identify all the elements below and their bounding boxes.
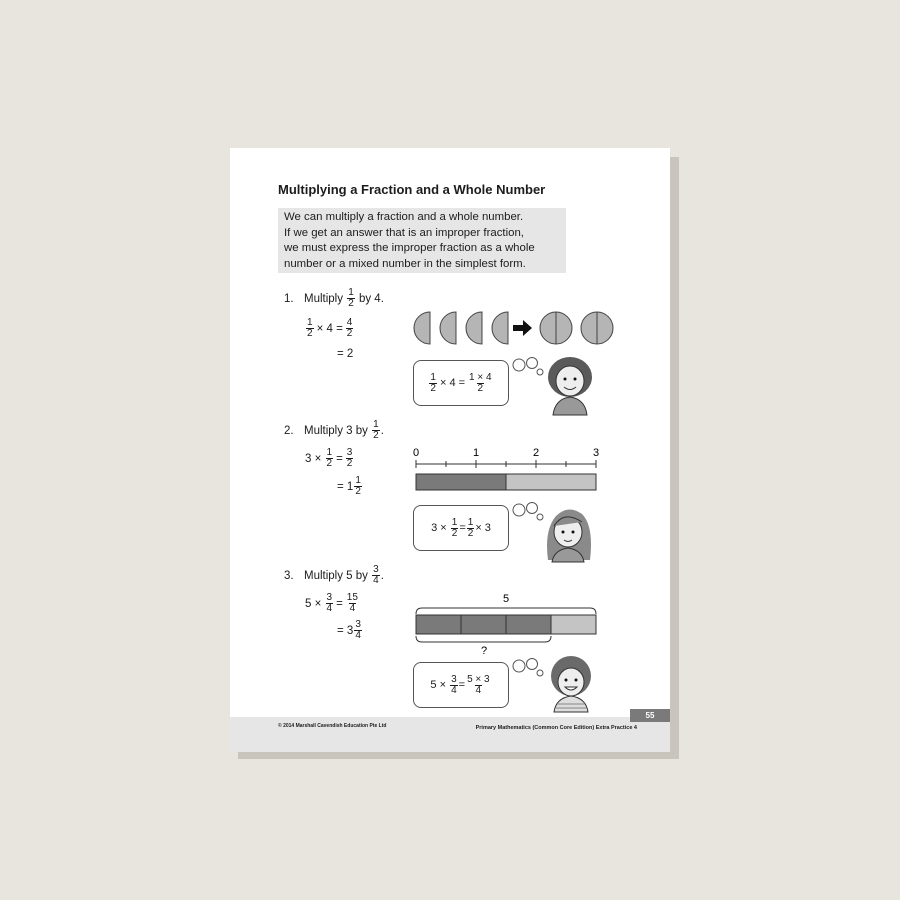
page-title: Multiplying a Fraction and a Whole Number bbox=[278, 182, 546, 197]
problem-2-work-line-2: = 1 $\frac{1}{2}$ bbox=[337, 475, 361, 497]
tick-label: 2 bbox=[532, 447, 540, 459]
problem-3-work-line-1: 5 × $\frac{3}{4}$ = $\frac{15}{4}$ bbox=[305, 592, 358, 614]
problem-number: 2. bbox=[284, 424, 294, 437]
intro-line: number or a mixed number in the simplest form. bbox=[284, 257, 526, 270]
prompt-text: Multiply 3 by bbox=[304, 424, 368, 437]
half-circle bbox=[466, 312, 482, 344]
thought-bubble-2: 3 × $\frac{1}{2}$ = $\frac{1}{2}$ × 3 bbox=[413, 505, 509, 551]
intro-box bbox=[278, 208, 566, 273]
half-circles-diagram bbox=[410, 310, 620, 348]
prompt-text: Multiply 5 by bbox=[304, 569, 368, 582]
bar-part bbox=[461, 615, 506, 634]
tick-label: 3 bbox=[592, 447, 600, 459]
fraction: $\frac{1}{2}$ bbox=[348, 287, 354, 309]
problem-1-work-line-2: = 2 bbox=[337, 348, 354, 360]
intro-line: We can multiply a fraction and a whole number. bbox=[284, 211, 524, 223]
boy-avatar-icon bbox=[548, 654, 594, 712]
bar-part bbox=[416, 615, 461, 634]
bar-part bbox=[506, 615, 551, 634]
thought-dots bbox=[510, 355, 546, 379]
problem-2-work-line-1: 3 × $\frac{1}{2}$ = $\frac{3}{2}$ bbox=[305, 447, 353, 469]
fraction: $\frac{3}{4}$ bbox=[373, 564, 379, 586]
bar-shaded bbox=[416, 474, 506, 490]
thought-bubble-1: $\frac{1}{2}$ × 4 = $\frac{1 \times 4}{2}$ bbox=[413, 360, 509, 406]
problem-3-work-line-2: = 3 $\frac{3}{4}$ bbox=[337, 619, 361, 641]
top-brace bbox=[416, 608, 596, 614]
prompt-text: Multiply bbox=[304, 292, 343, 305]
half-circle bbox=[492, 312, 508, 344]
problem-number: 3. bbox=[284, 569, 294, 582]
half-circle bbox=[414, 312, 430, 344]
intro-line: If we get an answer that is an improper fraction, bbox=[284, 226, 524, 239]
problem-3-prompt: 3. Multiply 5 by $\frac{3}{4}$ . bbox=[284, 564, 384, 586]
total-label: 5 bbox=[502, 593, 510, 605]
worksheet-page bbox=[230, 148, 670, 752]
bar-part-light bbox=[551, 615, 596, 634]
page-footer bbox=[230, 711, 670, 752]
thought-dots bbox=[510, 656, 546, 680]
girl-avatar-icon bbox=[545, 353, 595, 415]
half-circle bbox=[440, 312, 456, 344]
intro-line: we must express the improper fraction as a whole bbox=[284, 242, 535, 254]
prompt-text: by 4. bbox=[358, 292, 384, 305]
problem-2-prompt: 2. Multiply 3 by $\frac{1}{2}$ . bbox=[284, 419, 384, 441]
bar-model bbox=[410, 590, 610, 658]
tick-label: 1 bbox=[472, 447, 480, 459]
problem-1-work-line-1: $\frac{1}{2}$ × 4 = $\frac{4}{2}$ bbox=[307, 317, 353, 339]
thought-dots bbox=[510, 500, 546, 524]
bottom-brace bbox=[416, 636, 551, 642]
copyright-text: © 2014 Marshall Cavendish Education Pte Ltd bbox=[278, 723, 387, 729]
arrow-right-icon bbox=[513, 320, 532, 336]
problem-1-prompt bbox=[284, 288, 384, 309]
girl-avatar-icon bbox=[542, 502, 594, 562]
thought-bubble-3: 5 × $\frac{3}{4}$ = $\frac{5 \times 3}{4}$ bbox=[413, 662, 509, 708]
problem-number: 1. bbox=[284, 292, 294, 305]
book-title: Primary Mathematics (Common Core Edition) Extra Practice 4 bbox=[475, 725, 637, 731]
unknown-label: ? bbox=[480, 645, 488, 657]
page-number: 55 bbox=[630, 709, 670, 722]
tick-label: 0 bbox=[412, 447, 420, 459]
number-line-model bbox=[410, 444, 610, 494]
bar-light bbox=[506, 474, 596, 490]
fraction: $\frac{1}{2}$ bbox=[373, 419, 379, 441]
